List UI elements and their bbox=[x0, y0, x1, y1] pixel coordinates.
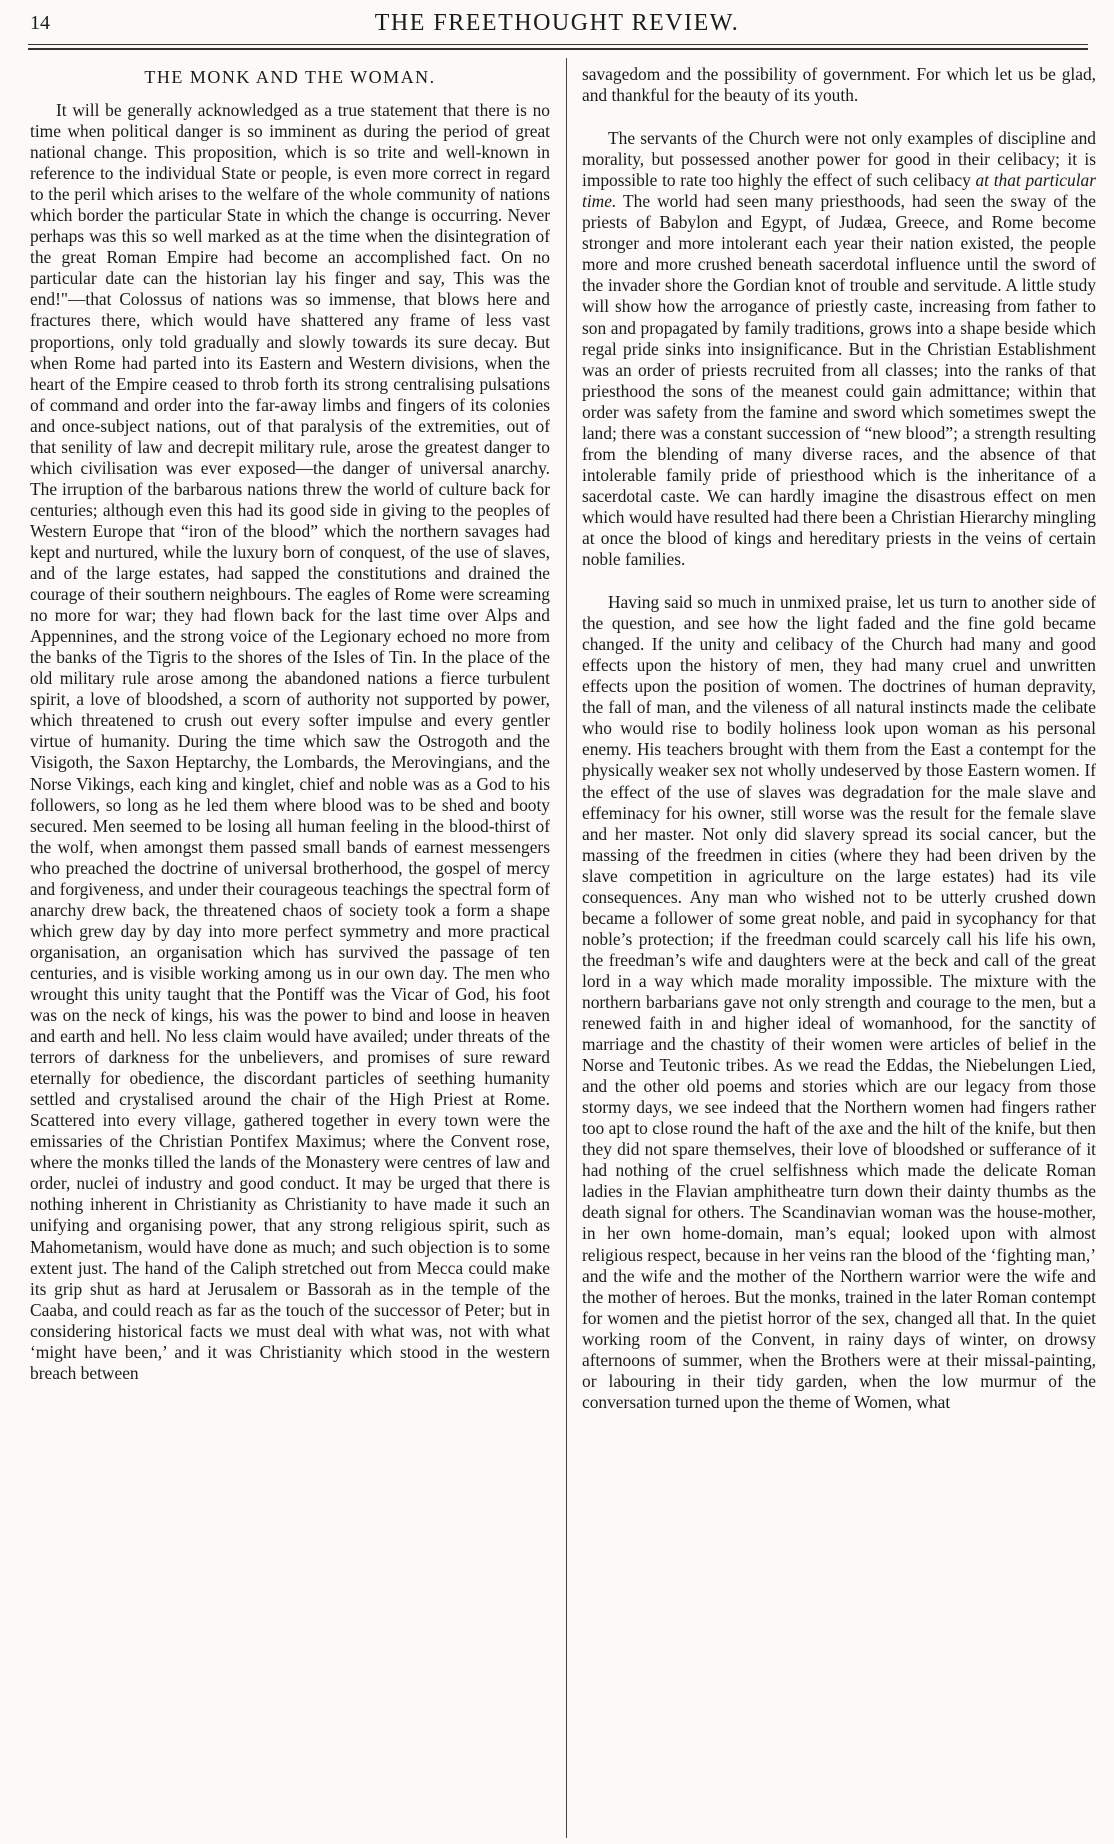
right-paragraph-1: savagedom and the possibility of government. For which let us be glad, and thankful for the beauty of its youth. bbox=[582, 64, 1096, 106]
article-title: THE MONK AND THE WOMAN. bbox=[144, 67, 436, 87]
journal-title: THE FREETHOUGHT REVIEW. bbox=[374, 10, 740, 36]
right-paragraph-2 bbox=[582, 128, 1096, 570]
right-column bbox=[582, 64, 1096, 1840]
right-paragraph-2-text-a: The servants of the Church were not only examples of discipline and morality, but possessed another power for good in their celibacy; it is impossible to rate too highly the effect of such celibacy bbox=[582, 128, 1096, 191]
column-divider bbox=[566, 58, 567, 1838]
page-number: 14 bbox=[30, 12, 50, 34]
left-paragraph-1: It will be generally acknowledged as a true statement that there is no time when political danger is so imminent as during the period of great national change. This proposition, which is so trite and well-known in reference to the individual State or people, is even more correct in regard to the peril which arises to the welfare of the whole community of nations which border the particular State in which the change is occurring. Never perhaps was this so well marked as at the time when the disintegration of the great Roman Empire had become an accomplished fact. On no particular date can the historian lay his finger and say, This was the end!"—that Colossus of nations was so immense, that blows here and fractures there, which would have shattered any frame of less vast proportions, only told gradually and slowly towards its sure decay. But when Rome had parted into its Eastern and Western divisions, when the heart of the Empire ceased to throb forth its strong centralising pulsations of command and order into the far-away limbs and fingers of its colonies and once-subject nations, out of that paralysis of the extremities, out of that senility of law and decrepit military rule, arose the greatest danger to which civilisation was ever exposed—the danger of universal anarchy. The irruption of the barbarous nations threw the world of culture back for centuries; although even this had its good side in giving to the peoples of Western Europe that “iron of the blood” which the northern savages had kept and nurtured, while the luxury born of conquest, of the use of slaves, and of the large estates, had sapped the constitutions and drained the courage of their southern neighbours. The eagles of Rome were screaming no more for war; they had flown back for the last time over Alps and Appennines, and the strong voice of the Legionary echoed no more from the banks of the Tigris to the shores of the Isles of Tin. In the place of the old military rule arose among the abandoned nations a fierce turbulent spirit, a love of bloodshed, a scorn of authority not supported by power, which threatened to crush out every softer impulse and every gentler virtue of humanity. During the time which saw the Ostrogoth and the Visigoth, the Saxon Heptarchy, the Lombards, the Merovingians, and the Norse Vikings, each king and kinglet, chief and noble was as a God to his followers, so long as he led them where blood was to be shed and booty secured. Men seemed to be losing all human feeling in the blood-thirst of the wolf, when amongst them passed small bands of earnest messengers who preached the doctrine of universal brotherhood, the gospel of mercy and forgiveness, and under their courageous teachings the spectral form of anarchy drew back, the threatened chaos of society took a form a shape which grew day by day into more perfect symmetry and more practical organisation, an organisation which has survived the passage of ten centuries, and is visible working among us in our own day. The men who wrought this unity taught that the Pontiff was the Vicar of God, his foot was on the neck of kings, his was the power to bind and loose in heaven and earth and hell. No less claim would have availed; under threats of the terrors of darkness for the unbelievers, and promises of sure reward eternally for obedience, the discordant particles of seething humanity settled and crystalised around the chair of the High Priest at Rome. Scattered into every village, gathered together in every town were the emissaries of the Christian Pontifex Maximus; where the Convent rose, where the monks tilled the lands of the Monastery were centres of law and order, nuclei of industry and good conduct. It may be urged that there is nothing inherent in Christianity as Christianity to have made it such an unifying and organising power, that any strong religious spirit, such as Mahometanism, would have done as much; and such objection is to some extent just. The hand of the Caliph stretched out from Mecca could make its grip shut as hard at Jerusalem or Bassorah as in the temple of the Caaba, and could reach as far as the touch of the successor of Peter; but in considering historical facts we must deal with what was, not with what ‘might have been,’ and it was Christianity which stood in the western breach between bbox=[30, 100, 550, 1383]
header-rule-bottom bbox=[28, 48, 1088, 50]
right-paragraph-3: Having said so much in unmixed praise, let us turn to another side of the question, and see how the light faded and the fine gold became changed. If the unity and celibacy of the Church had many and good effects upon the history of men, they had many cruel and unwritten effects upon the position of women. The doctrines of human depravity, the fall of man, and the vileness of all natural instincts made the celibate who would rise to bodily holiness look upon woman as his personal enemy. His teachers brought with them from the East a contempt for the physically weaker sex not wholly undeserved by those Eastern women. If the effect of the use of slaves was degradation for the male slave and effeminacy for his owner, still worse was the result for the female slave and her master. Not only did slavery spread its social cancer, but the massing of the freedmen in cities (where they had been driven by the slave competition in agriculture on the large estates) had its vile consequences. Any man who wished not to be utterly crushed down became a follower of some great noble, and paid in sycophancy for that noble’s protection; if the freedman could scarcely call his life his own, the freedman’s wife and daughters were at the beck and call of the great lord in a way which made morality impossible. The mixture with the northern barbarians gave not only strength and courage to the men, but a renewed faith in and higher ideal of womanhood, for the sanctity of marriage and the chastity of their women were articles of belief in the Norse and Teutonic tribes. As we read the Eddas, the Niebelungen Lied, and the other old poems and stories which are our legacy from those stormy days, we see indeed that the Northern women had fingers rather too apt to close round the haft of the axe and the hilt of the knife, but then they did not spare themselves, their love of bloodshed or sufferance of it had nothing of the cruel selfishness which made the delicate Roman ladies in the Flavian amphitheatre turn down their dainty thumbs as the death signal for others. The Scandinavian woman was the house-mother, in her own home-domain, man’s equal; looked upon with almost religious respect, because in her veins ran the blood of the ‘fighting man,’ and the wife and the mother of the Northern warrior were the wife and the mother of heroes. But the monks, trained in the later Roman contempt for women and the pietist horror of the sex, changed all that. In the quiet working room of the Convent, in rainy days of winter, on drowsy afternoons of summer, when the Brothers were at their missal-painting, or labouring in their tidy garden, when the low murmur of the conversation turned upon the theme of Women, what bbox=[582, 592, 1096, 1412]
right-paragraph-2-text-b: The world had seen many priesthoods, had seen the sway of the priests of Babylon and Egypt, of Judæa, Greece, and Rome become stronger and more intolerant each year their nation existed, the people more and more crushed beneath sacerdotal influence until the sword of the invader shore the Gordian knot of trouble and servitude. A little study will show how the arrogance of priestly caste, increasing from father to son and propagated by family traditions, grows into a shape beside which regal pride sinks into insignificance. But in the Christian Establishment was an order of priests recruited from all classes; into the ranks of that priesthood the sons of the meanest could gain admittance; within that order was safety from the famine and sword which sometimes swept the land; there was a constant succession of “new blood”; a strength resulting from the blending of many diverse races, and the absence of that intolerable family pride of priesthood which is the inheritance of a sacerdotal caste. We can hardly imagine the disastrous effect on men which would have resulted had there been a Christian Hierarchy mingling at once the blood of kings and hereditary priests in the veins of certain noble families. bbox=[582, 191, 1096, 570]
running-head bbox=[0, 0, 1114, 44]
right-paragraph-2-emphasis: at that particular time. bbox=[582, 170, 1096, 212]
left-column bbox=[30, 64, 550, 1840]
header-rule-top bbox=[28, 44, 1088, 45]
